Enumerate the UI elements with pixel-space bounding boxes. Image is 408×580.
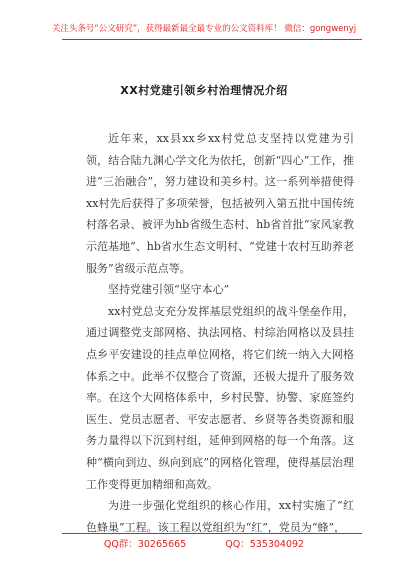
paragraph-red-hive: 为进一步强化党组织的核心作用，xx村实施了“红色蜂巢”工程。该工程以党组织为“红”，党员为“蜂”， [86,499,354,534]
qq-group-label: QQ群：30265665 [103,539,187,550]
document-title: XX村党建引领乡村治理情况介绍 [120,84,288,97]
qq-number-label: QQ：535304092 [225,539,305,550]
top-banner: 关注头条号“公文研究”，获得最新最全最专业的公文资料库！ 微信：gongwenyj [51,24,357,34]
bottom-banner [0,536,408,550]
paragraph-grid-management: xx村党总支充分发挥基层党组织的战斗堡垒作用，通过调整党支部网格、执法网格、村综治网格以及县挂点乡平安建设的挂点单位网格，将它们统一纳入大网格体系之中。此举不仅整合了资源，还极大提升了服务效率。在这个大网格体系中，乡村民警、协警、家庭签约医生、党员志愿者、平安志愿者、乡贤等各类资源和服务力量得以下沉到村组，延伸到网格的每一个角落。这种“横向到边、纵向到底”的网格化管理，使得基层治理工作变得更加精细和高效。 [86,304,354,491]
top-divider [62,39,362,40]
paragraph-intro: 近年来，xx县xx乡xx村党总支坚持以党建为引领，结合陆九渊心学文化为依托，创新“四心”工作，推进“三治融合”，努力建设和美乡村。这一系列举措使得xx村先后获得了多项荣誉，包括被列入第五批中国传统村落名录、被评为hb省级生态村、hb省首批“家风家教示范基地”、hb省水生态文明村、“党建十农村互助养老服务”省级示范点等。 [86,132,354,275]
bottom-divider [62,533,362,534]
section-heading: 坚持党建引领“坚守本心” [108,283,230,297]
document-body [86,128,354,538]
